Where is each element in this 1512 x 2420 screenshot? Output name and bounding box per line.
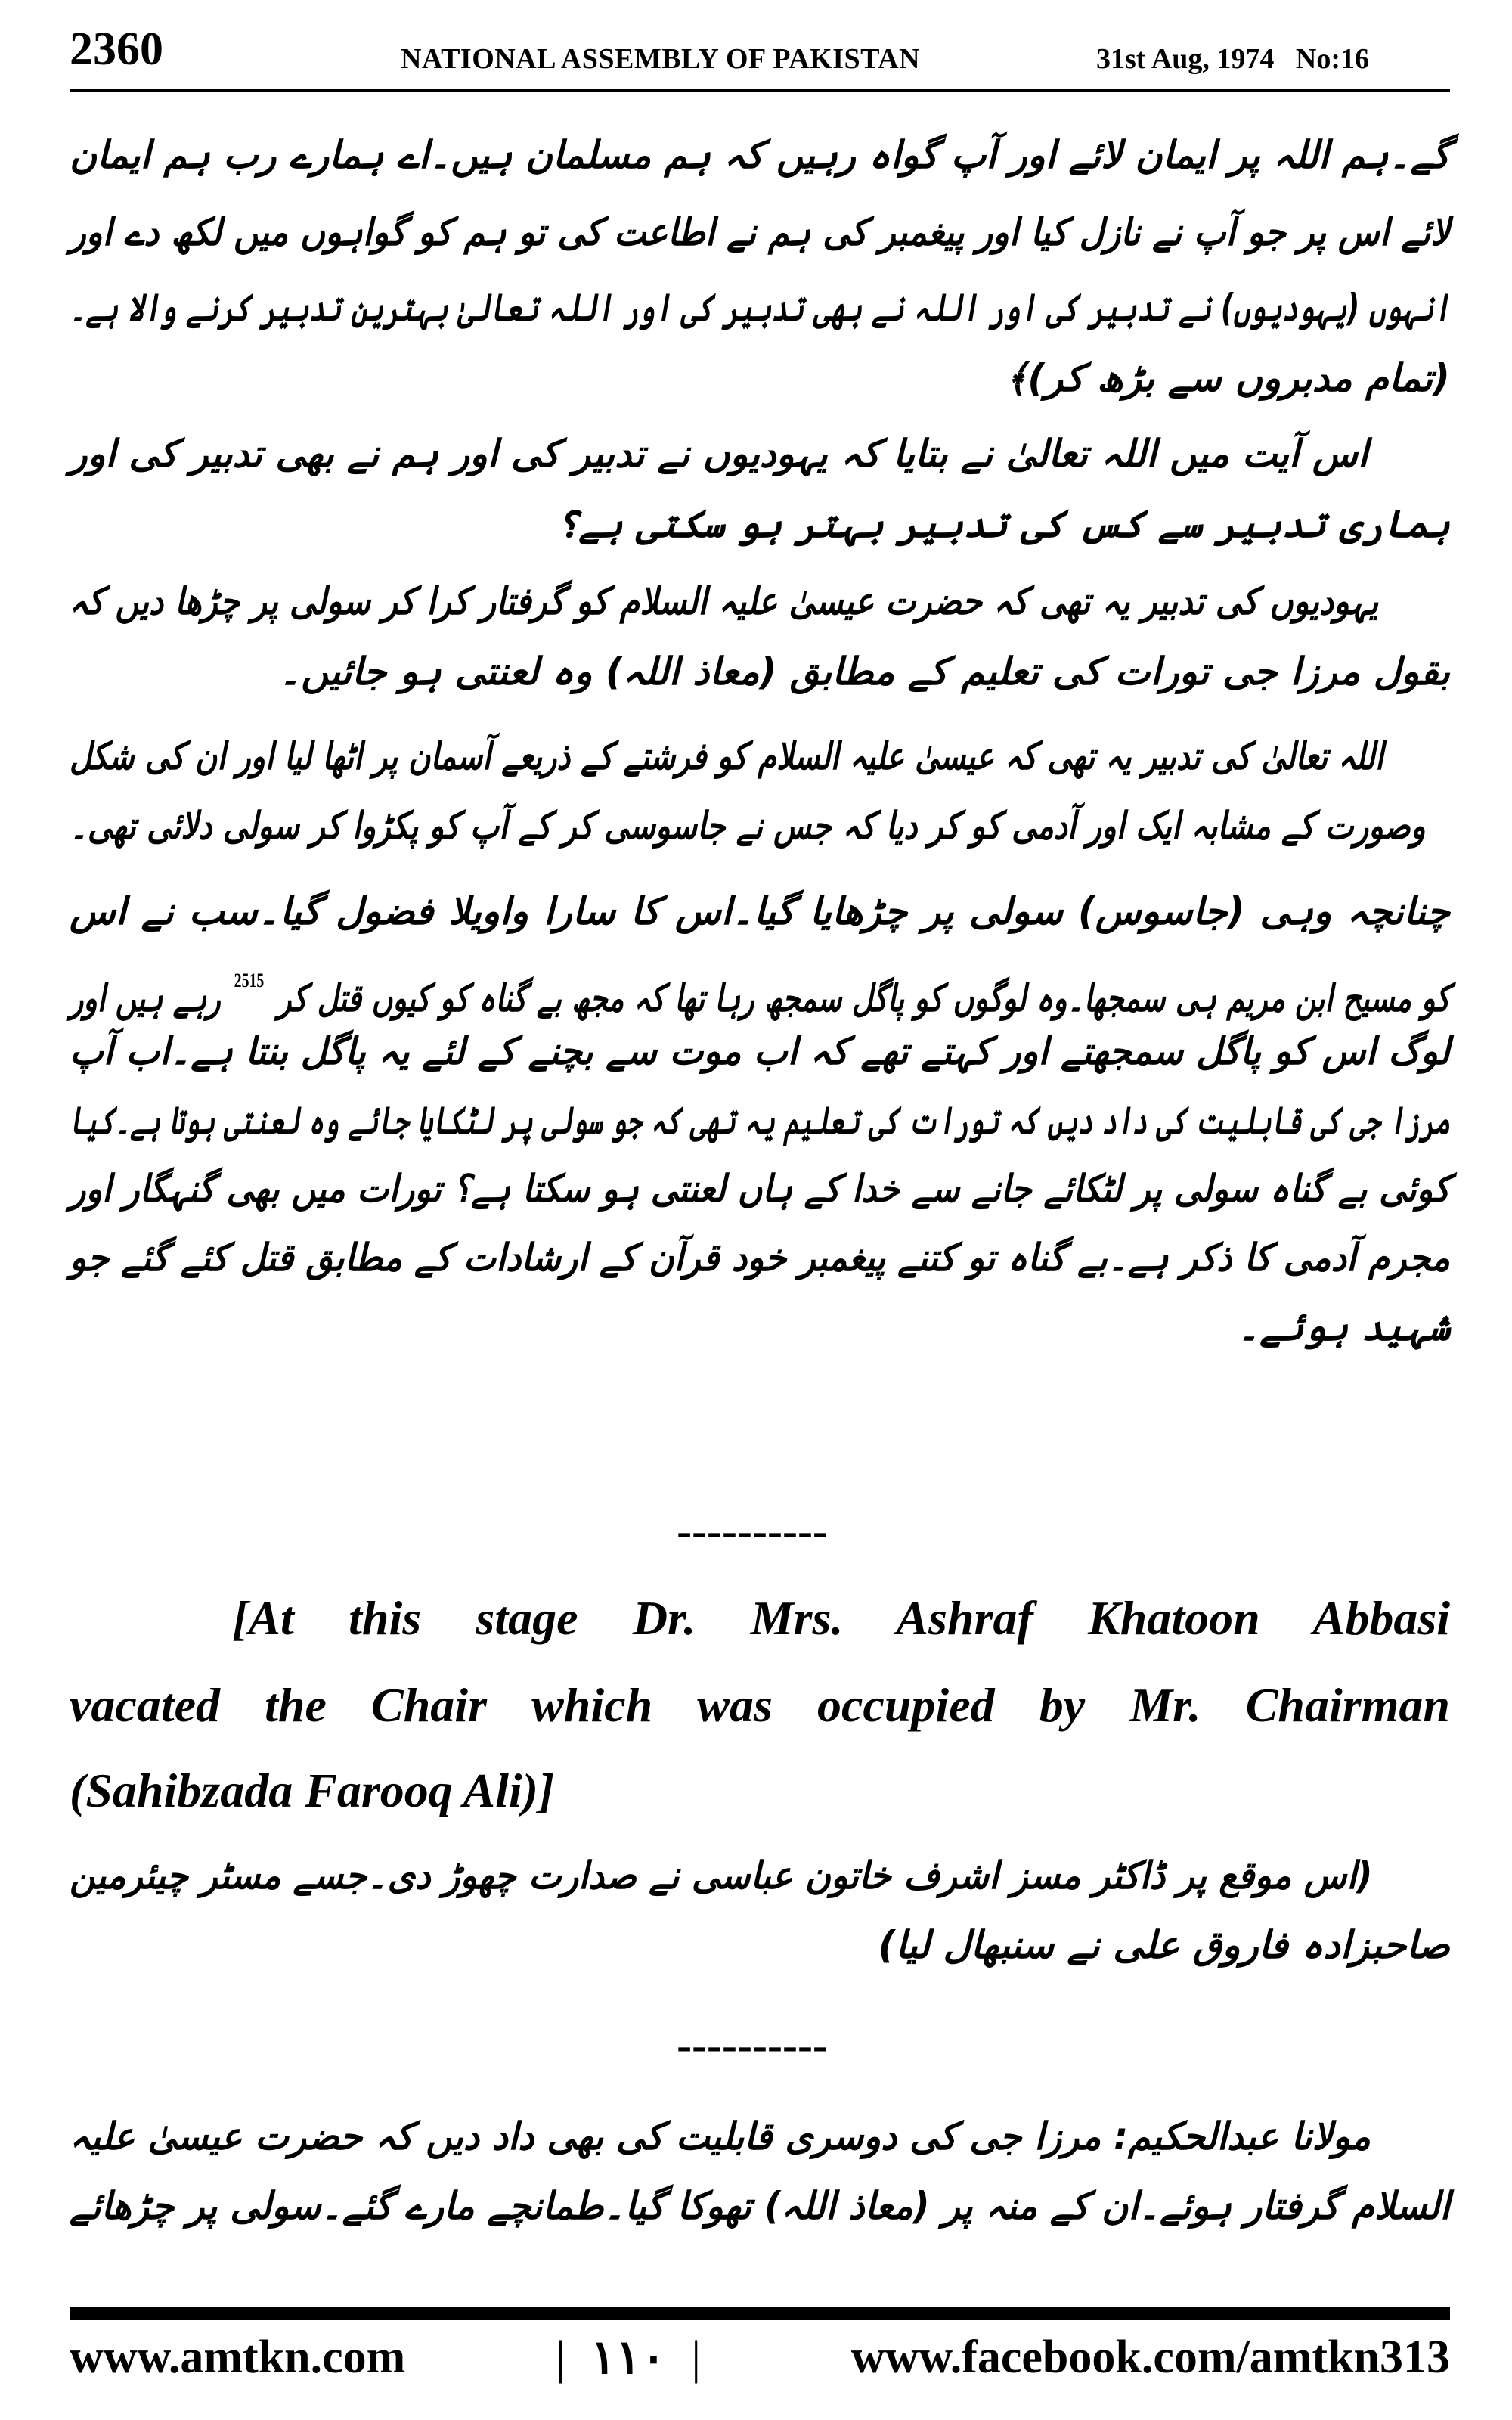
text-line: ہماری تدبیر سے کس کی تدبیر بہتر ہو سکتی ہے؟ xyxy=(556,502,1450,546)
divider: | xyxy=(691,2332,701,2384)
footer-rule xyxy=(70,2307,1450,2320)
header-date-issue: 31st Aug, 1974 No:16 xyxy=(1096,43,1370,75)
text-line: اس آیت میں اللہ تعالیٰ نے بتایا کہ یہودیوں نے تدبیر کی اور ہم نے بھی تدبیر کی اور xyxy=(69,432,1368,476)
text-line: (اس موقع پر ڈاکٹر مسز اشرف خاتون عباسی نے صدارت چھوڑ دی۔جسے مسٹر چیئرمین xyxy=(70,1854,1373,1897)
footnote-ref: 2515 xyxy=(234,970,265,991)
text-line: بقول مرزا جی تورات کی تعلیم کے مطابق (معاذ اللہ) وہ لعنتی ہو جائیں۔ xyxy=(278,650,1450,693)
text-line: اللہ تعالیٰ کی تدبیر یہ تھی کہ عیسیٰ علیہ السلام کو فرشتے کے ذریعے آسمان پر اٹھا لیا اور ان کی شکل xyxy=(69,734,1384,778)
urdu-page-number: ۱۱۰ xyxy=(590,2332,667,2384)
section-separator: ---------- xyxy=(677,2020,828,2070)
footer-facebook-link[interactable]: www.facebook.com/amtkn313 xyxy=(850,2331,1450,2383)
header-title: NATIONAL ASSEMBLY OF PAKISTAN xyxy=(401,43,921,75)
text-line: مجرم آدمی کا ذکر ہے۔بے گناہ تو کتنے پیغمبر خود قرآن کے ارشادات کے مطابق قتل کئے گئے جو xyxy=(70,1236,1450,1280)
header-rule xyxy=(70,89,1450,92)
text-line: چنانچہ وہی (جاسوس) سولی پر چڑھایا گیا۔اس کا سارا واویلا فضول گیا۔سب نے اس xyxy=(70,889,1450,933)
text-segment: کو مسیح ابن مریم ہی سمجھا۔وہ لوگوں کو پاگل سمجھ رہا تھا کہ مجھ بے گناہ کو کیوں قتل کر xyxy=(277,976,1450,1020)
stage-direction-line: [At this stage Dr. Mrs. Ashraf Khatoon Abbasi xyxy=(232,1591,1450,1645)
footer-page-number xyxy=(556,2329,701,2385)
footer-website-link[interactable]: www.amtkn.com xyxy=(70,2331,406,2383)
page-number: 2360 xyxy=(70,23,163,75)
text-line: لوگ اس کو پاگل سمجھتے اور کہتے تھے کہ اب موت سے بچنے کے لئے یہ پاگل بنتا ہے۔اب آپ xyxy=(70,1029,1450,1073)
text-line xyxy=(70,947,1450,1020)
text-line: (تمام مدبروں سے بڑھ کر)﴾ xyxy=(1005,356,1450,400)
text-line: یہودیوں کی تدبیر یہ تھی کہ حضرت عیسیٰ علیہ السلام کو گرفتار کرا کر سولی پر چڑھا دیں کہ xyxy=(69,579,1379,623)
text-line: انہوں (یہودیوں) نے تدبیر کی اور اللہ نے بھی تدبیر کی اور اللہ تعالیٰ بہترین تدبیر کرنے والا ہے۔ xyxy=(70,286,1450,330)
footer xyxy=(70,2329,1450,2385)
stage-direction-line: (Sahibzada Farooq Ali)] xyxy=(70,1764,555,1817)
text-line: گے۔ہم اللہ پر ایمان لائے اور آپ گواہ رہیں کہ ہم مسلمان ہیں۔اے ہمارے رب ہم ایمان xyxy=(70,133,1450,177)
text-line: وصورت کے مشابہ ایک اور آدمی کو کر دیا کہ جس نے جاسوسی کر کے آپ کو پکڑوا کر سولی دلائی تھی۔ xyxy=(70,804,1426,848)
text-line: صاحبزادہ فاروق علی نے سنبھال لیا) xyxy=(878,1923,1450,1967)
text-line: السلام گرفتار ہوئے۔ان کے منہ پر (معاذ اللہ) تھوکا گیا۔طمانچے مارے گئے۔سولی پر چڑھائے xyxy=(70,2184,1450,2228)
stage-direction-line: vacated the Chair which was occupied by Mr. Chairman xyxy=(70,1678,1450,1732)
text-line: مولانا عبدالحکیم: مرزا جی کی دوسری قابلیت کی بھی داد دیں کہ حضرت عیسیٰ علیہ xyxy=(70,2114,1371,2158)
text-line: کوئی بے گناہ سولی پر لٹکائے جانے سے خدا کے ہاں لعنتی ہو سکتا ہے؟ تورات میں بھی گنہگار اور xyxy=(69,1167,1451,1211)
text-line: شہید ہوئے۔ xyxy=(1237,1305,1450,1349)
divider: | xyxy=(556,2332,565,2384)
text-segment: رہے ہیں اور xyxy=(70,976,221,1020)
text-line: لائے اس پر جو آپ نے نازل کیا اور پیغمبر کی ہم نے اطاعت کی تو ہم کو گواہوں میں لکھ دے اور xyxy=(70,210,1450,254)
section-separator: ---------- xyxy=(677,1506,828,1556)
text-line: مرزا جی کی قابلیت کی داد دیں کہ تورات کی تعلیم یہ تھی کہ جو سولی پر لٹکایا جائے وہ لعنتی ہوتا ہے۔کیا xyxy=(69,1099,1450,1143)
